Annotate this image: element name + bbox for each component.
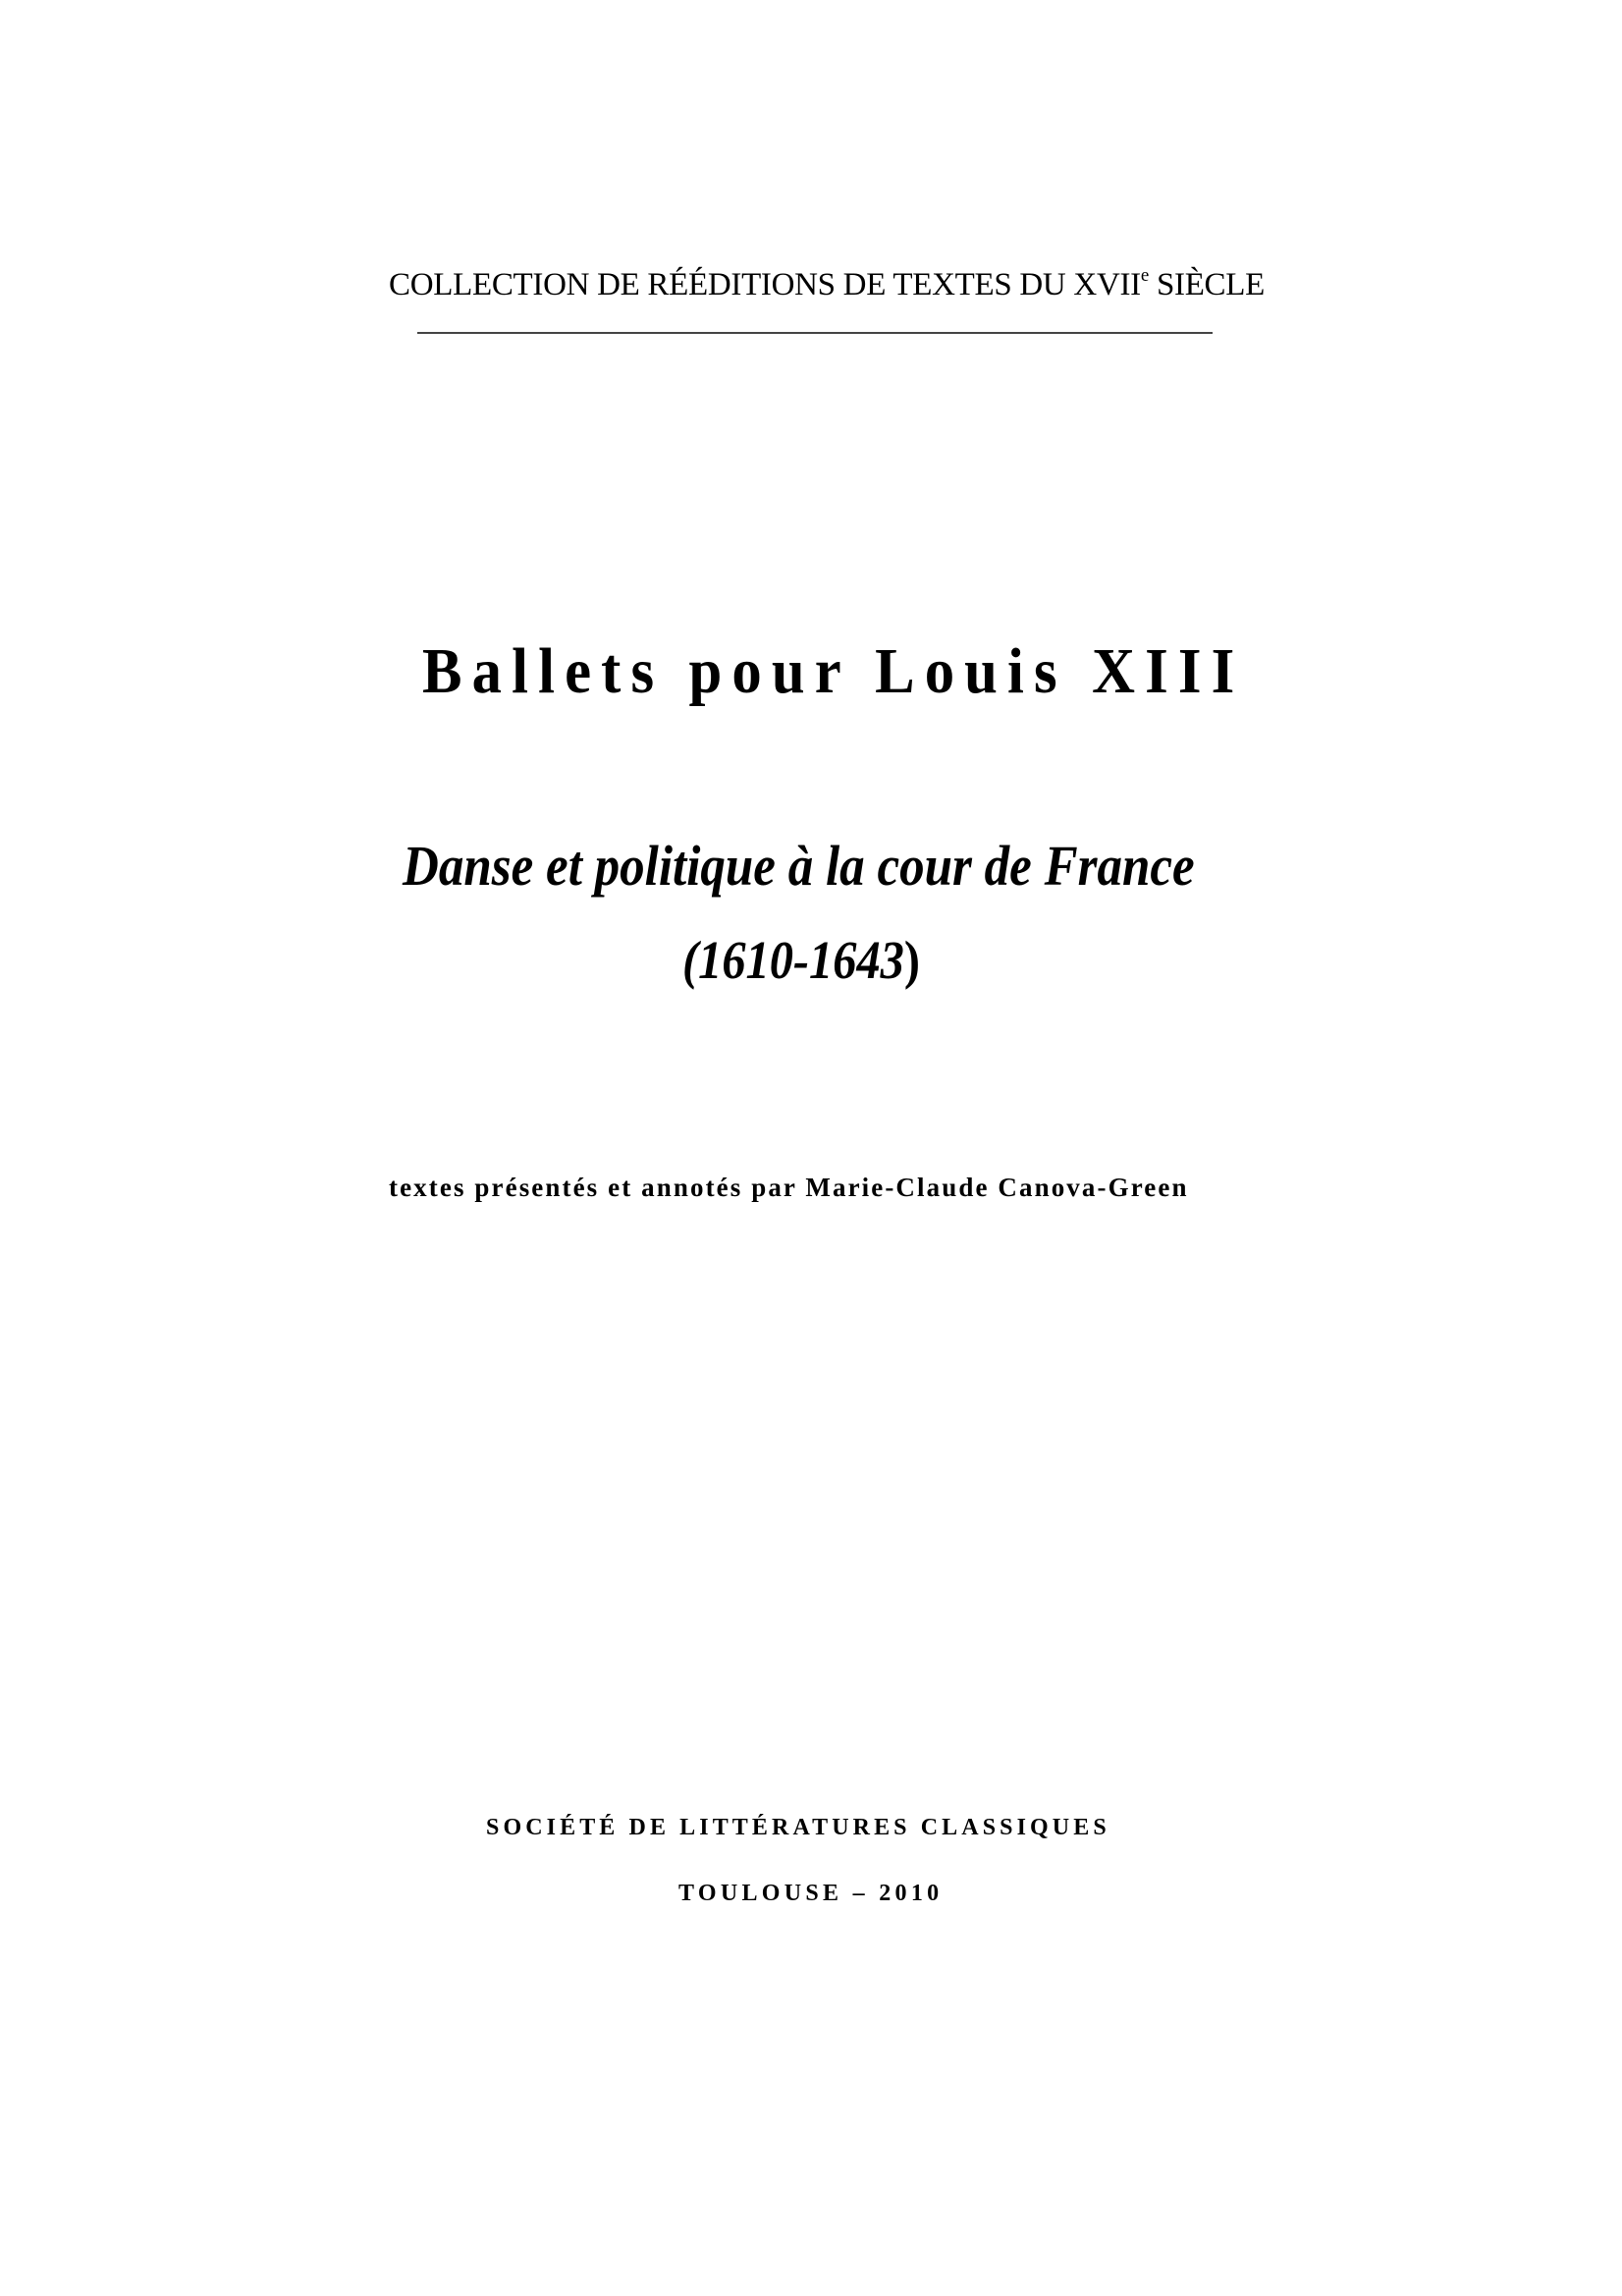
publication-place-year: TOULOUSE – 2010: [678, 1881, 944, 1906]
series-superscript: e: [1140, 265, 1149, 286]
header-rule: [417, 332, 1213, 334]
series-suffix: SIÈCLE: [1149, 267, 1265, 302]
collection-series-heading: [389, 267, 1265, 303]
series-text: COLLECTION DE RÉÉDITIONS DE TEXTES DU XVII: [389, 267, 1141, 302]
editor-credit: textes présentés et annotés par Marie-Claude Canova-Green: [389, 1173, 1189, 1202]
dates-open: (: [682, 930, 699, 990]
dates-text: 1610-1643: [698, 930, 904, 990]
book-subtitle: Danse et politique à la cour de France: [403, 834, 1195, 898]
publisher-name: SOCIÉTÉ DE LITTÉRATURES CLASSIQUES: [486, 1815, 1110, 1840]
dates-close: ): [903, 930, 920, 990]
book-dates: [682, 929, 920, 991]
book-title: Ballets pour Louis XIII: [422, 635, 1245, 707]
